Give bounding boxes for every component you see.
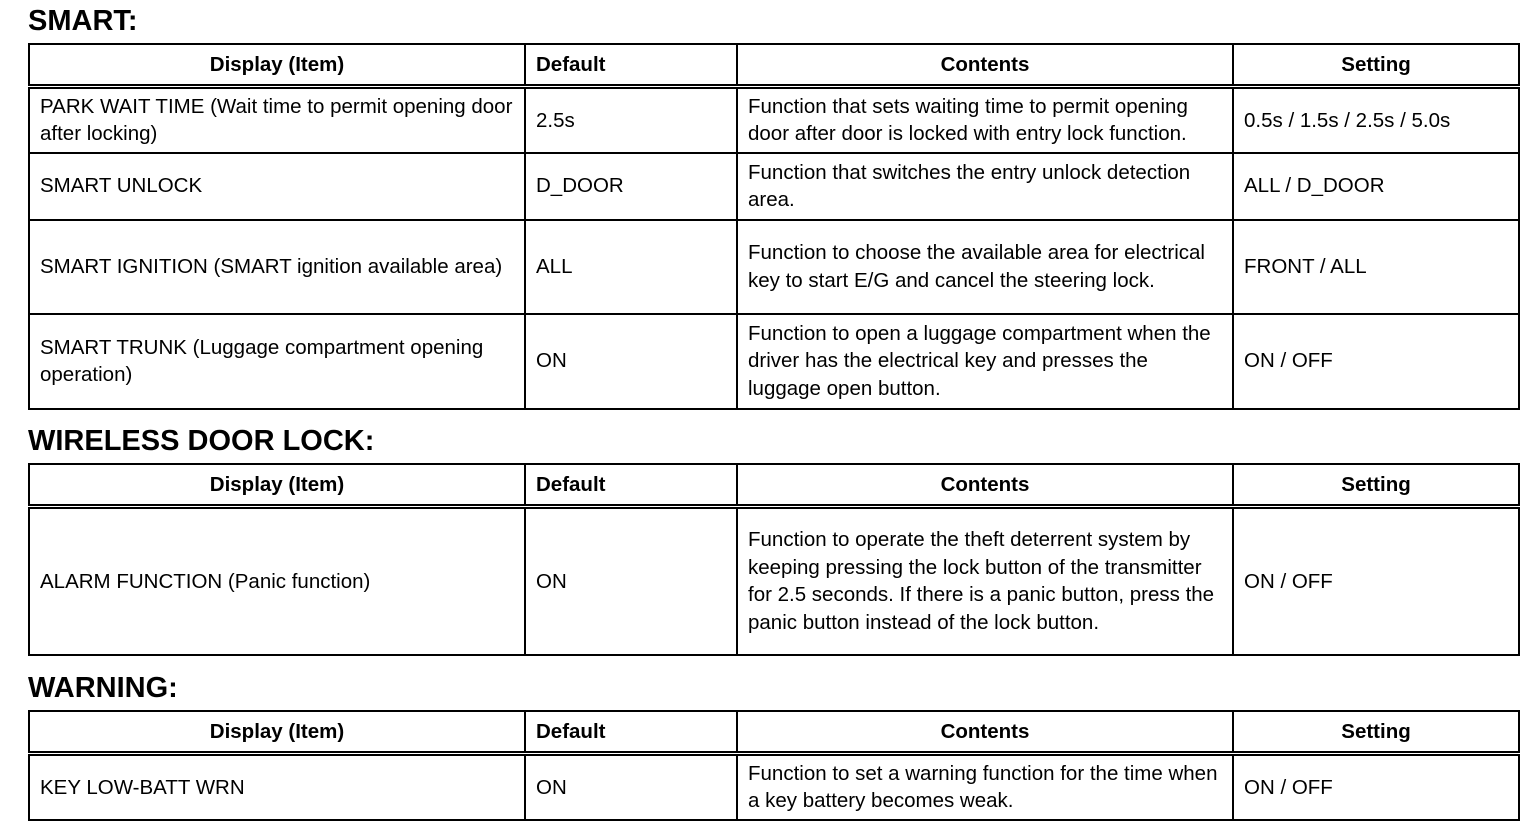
- table-header-row: [29, 464, 1519, 507]
- item-cell: KEY LOW-BATT WRN: [29, 754, 525, 820]
- column-header-item: Display (Item): [29, 464, 525, 507]
- table-row: [29, 87, 1519, 153]
- item-cell: SMART IGNITION (SMART ignition available area): [29, 220, 525, 314]
- contents-cell: Function that sets waiting time to permit opening door after door is locked with entry lock function.: [737, 87, 1233, 153]
- default-cell: D_DOOR: [525, 153, 737, 220]
- column-header-contents: Contents: [737, 44, 1233, 87]
- contents-cell: Function to choose the available area for electrical key to start E/G and cancel the steering lock.: [737, 220, 1233, 314]
- section-title-warning: WARNING:: [28, 672, 178, 704]
- item-cell: PARK WAIT TIME (Wait time to permit opening door after locking): [29, 87, 525, 153]
- default-cell: 2.5s: [525, 87, 737, 153]
- table-row: [29, 220, 1519, 314]
- contents-cell: Function to operate the theft deterrent system by keeping pressing the lock button of the transmitter for 2.5 seconds. If there is a panic button, press the panic button instead of the lock button.: [737, 507, 1233, 655]
- section-title-wireless-door-lock: WIRELESS DOOR LOCK:: [28, 425, 375, 457]
- default-cell: ALL: [525, 220, 737, 314]
- default-cell: ON: [525, 507, 737, 655]
- contents-cell: Function that switches the entry unlock detection area.: [737, 153, 1233, 220]
- column-header-item: Display (Item): [29, 711, 525, 754]
- default-cell: ON: [525, 314, 737, 409]
- column-header-default: Default: [525, 464, 737, 507]
- table-row: [29, 507, 1519, 655]
- table-header-row: [29, 44, 1519, 87]
- column-header-contents: Contents: [737, 464, 1233, 507]
- item-cell: SMART UNLOCK: [29, 153, 525, 220]
- wireless-door-lock-table: [28, 463, 1520, 656]
- setting-cell: ALL / D_DOOR: [1233, 153, 1519, 220]
- table-header-row: [29, 711, 1519, 754]
- item-cell: ALARM FUNCTION (Panic function): [29, 507, 525, 655]
- setting-cell: ON / OFF: [1233, 754, 1519, 820]
- setting-cell: ON / OFF: [1233, 314, 1519, 409]
- table-row: [29, 153, 1519, 220]
- column-header-item: Display (Item): [29, 44, 525, 87]
- column-header-setting: Setting: [1233, 44, 1519, 87]
- setting-cell: FRONT / ALL: [1233, 220, 1519, 314]
- table-row: [29, 314, 1519, 409]
- column-header-default: Default: [525, 711, 737, 754]
- table-row: [29, 754, 1519, 820]
- column-header-contents: Contents: [737, 711, 1233, 754]
- setting-cell: 0.5s / 1.5s / 2.5s / 5.0s: [1233, 87, 1519, 153]
- contents-cell: Function to set a warning function for the time when a key battery becomes weak.: [737, 754, 1233, 820]
- warning-table: [28, 710, 1520, 821]
- default-cell: ON: [525, 754, 737, 820]
- column-header-default: Default: [525, 44, 737, 87]
- smart-table: [28, 43, 1520, 410]
- contents-cell: Function to open a luggage compartment when the driver has the electrical key and presses the luggage open button.: [737, 314, 1233, 409]
- setting-cell: ON / OFF: [1233, 507, 1519, 655]
- item-cell: SMART TRUNK (Luggage compartment opening operation): [29, 314, 525, 409]
- section-title-smart: SMART:: [28, 5, 138, 37]
- column-header-setting: Setting: [1233, 464, 1519, 507]
- column-header-setting: Setting: [1233, 711, 1519, 754]
